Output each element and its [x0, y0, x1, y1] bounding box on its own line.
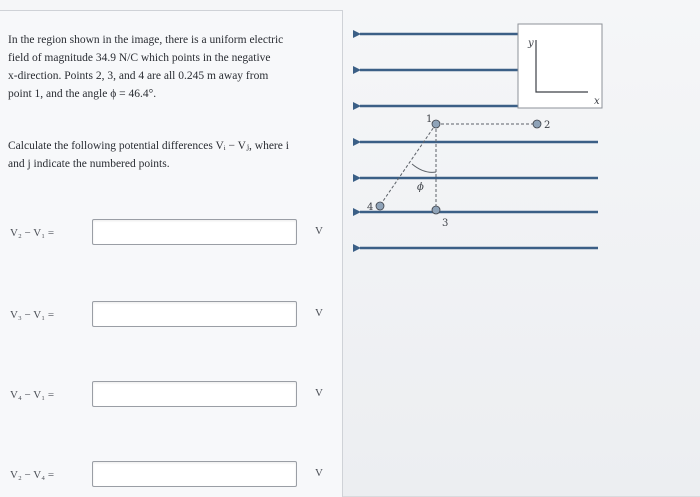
prompt-line-1: Calculate the following potential differences Vᵢ − Vⱼ, where i [8, 140, 289, 152]
answer-label: V₄ − V₁ = [10, 389, 55, 401]
answer-input-v2-v1[interactable] [92, 219, 297, 245]
problem-line-4: point 1, and the angle ϕ = 46.4°. [8, 88, 157, 100]
point-4-label: 4 [367, 202, 374, 213]
electric-field-figure [350, 14, 610, 264]
point-1-marker [432, 120, 440, 128]
question-prompt [8, 137, 328, 173]
answer-row-v2-v1 [0, 219, 342, 249]
point-4-marker [376, 202, 384, 210]
question-panel [0, 10, 343, 497]
problem-line-3: x-direction. Points 2, 3, and 4 are all 0.245 m away from [8, 70, 269, 82]
axes-inset [518, 24, 602, 108]
answer-label: V₂ − V₄ = [10, 469, 55, 481]
point-2-label: 2 [544, 120, 551, 131]
prompt-line-2: and j indicate the numbered points. [8, 158, 170, 170]
point-3-label: 3 [442, 218, 449, 229]
axis-x-label: x [594, 96, 600, 107]
unit-label: V [315, 467, 323, 479]
unit-label: V [315, 387, 323, 399]
point-3-marker [432, 206, 440, 214]
angle-label: ϕ [417, 182, 424, 193]
problem-line-1: In the region shown in the image, there is a uniform electric [8, 34, 284, 46]
dashed-line-1-4 [381, 124, 436, 204]
answer-input-v4-v1[interactable] [92, 381, 297, 407]
point-2-marker [533, 120, 541, 128]
point-1-label: 1 [426, 114, 433, 125]
answer-row-v3-v1 [0, 301, 342, 331]
answer-label: V₂ − V₁ = [10, 227, 55, 239]
answer-row-v4-v1 [0, 381, 342, 411]
angle-arc [412, 164, 436, 172]
answer-row-v2-v4 [0, 461, 342, 491]
answer-input-v3-v1[interactable] [92, 301, 297, 327]
axis-y-label: y [528, 38, 534, 49]
problem-statement [8, 31, 328, 103]
unit-label: V [315, 307, 323, 319]
problem-line-2: field of magnitude 34.9 N/C which points in the negative [8, 52, 271, 64]
answer-input-v2-v4[interactable] [92, 461, 297, 487]
answer-label: V₃ − V₁ = [10, 309, 55, 321]
unit-label: V [315, 225, 323, 237]
